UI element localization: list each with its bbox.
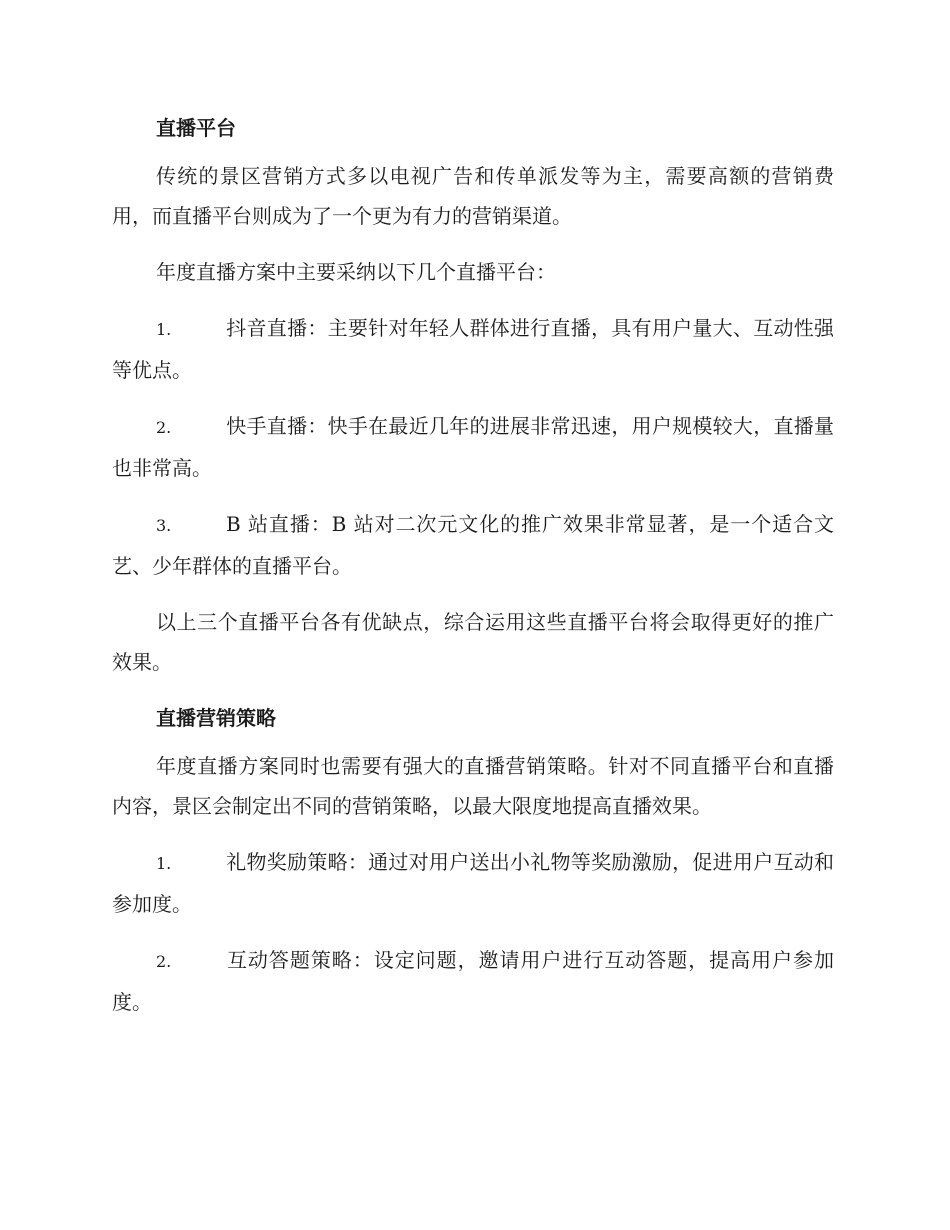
list-number: 3.: [156, 516, 172, 535]
list-number: 2.: [156, 952, 172, 971]
list-item: [112, 308, 834, 390]
list-item-text: 互动答题策略：设定问题，邀请用户进行互动答题，提高用户参加度。: [112, 948, 834, 1014]
list-item-text: 快手直播：快手在最近几年的进展非常迅速，用户规模较大，直播量也非常高。: [112, 414, 834, 480]
list-item-text: B 站直播：B 站对二次元文化的推广效果非常显著，是一个适合文艺、少年群体的直播平台。: [112, 512, 834, 578]
list-item: [112, 406, 834, 488]
list-number: 1.: [156, 854, 172, 873]
paragraph-summary: 以上三个直播平台各有优缺点，综合运用这些直播平台将会取得更好的推广效果。: [112, 610, 834, 674]
list-number: 1.: [156, 320, 172, 339]
section-heading-marketing-strategy: 直播营销策略: [156, 706, 276, 730]
paragraph-intro: 传统的景区营销方式多以电视广告和传单派发等为主，需要高额的营销费用，而直播平台则成为了一个更为有力的营销渠道。: [112, 164, 834, 228]
list-item: [112, 504, 834, 586]
paragraph-strategy-intro: 年度直播方案同时也需要有强大的直播营销策略。针对不同直播平台和直播内容，景区会制定出不同的营销策略，以最大限度地提高直播效果。: [112, 754, 834, 818]
list-item: [112, 940, 834, 1022]
section-heading-live-platforms: 直播平台: [156, 116, 236, 140]
paragraph-lead: 年度直播方案中主要采纳以下几个直播平台：: [156, 260, 556, 284]
list-item-text: 抖音直播：主要针对年轻人群体进行直播，具有用户量大、互动性强等优点。: [112, 316, 834, 382]
list-number: 2.: [156, 418, 172, 437]
document-page: [112, 108, 834, 1038]
list-item: [112, 842, 834, 924]
list-item-text: 礼物奖励策略：通过对用户送出小礼物等奖励激励，促进用户互动和参加度。: [112, 850, 834, 916]
